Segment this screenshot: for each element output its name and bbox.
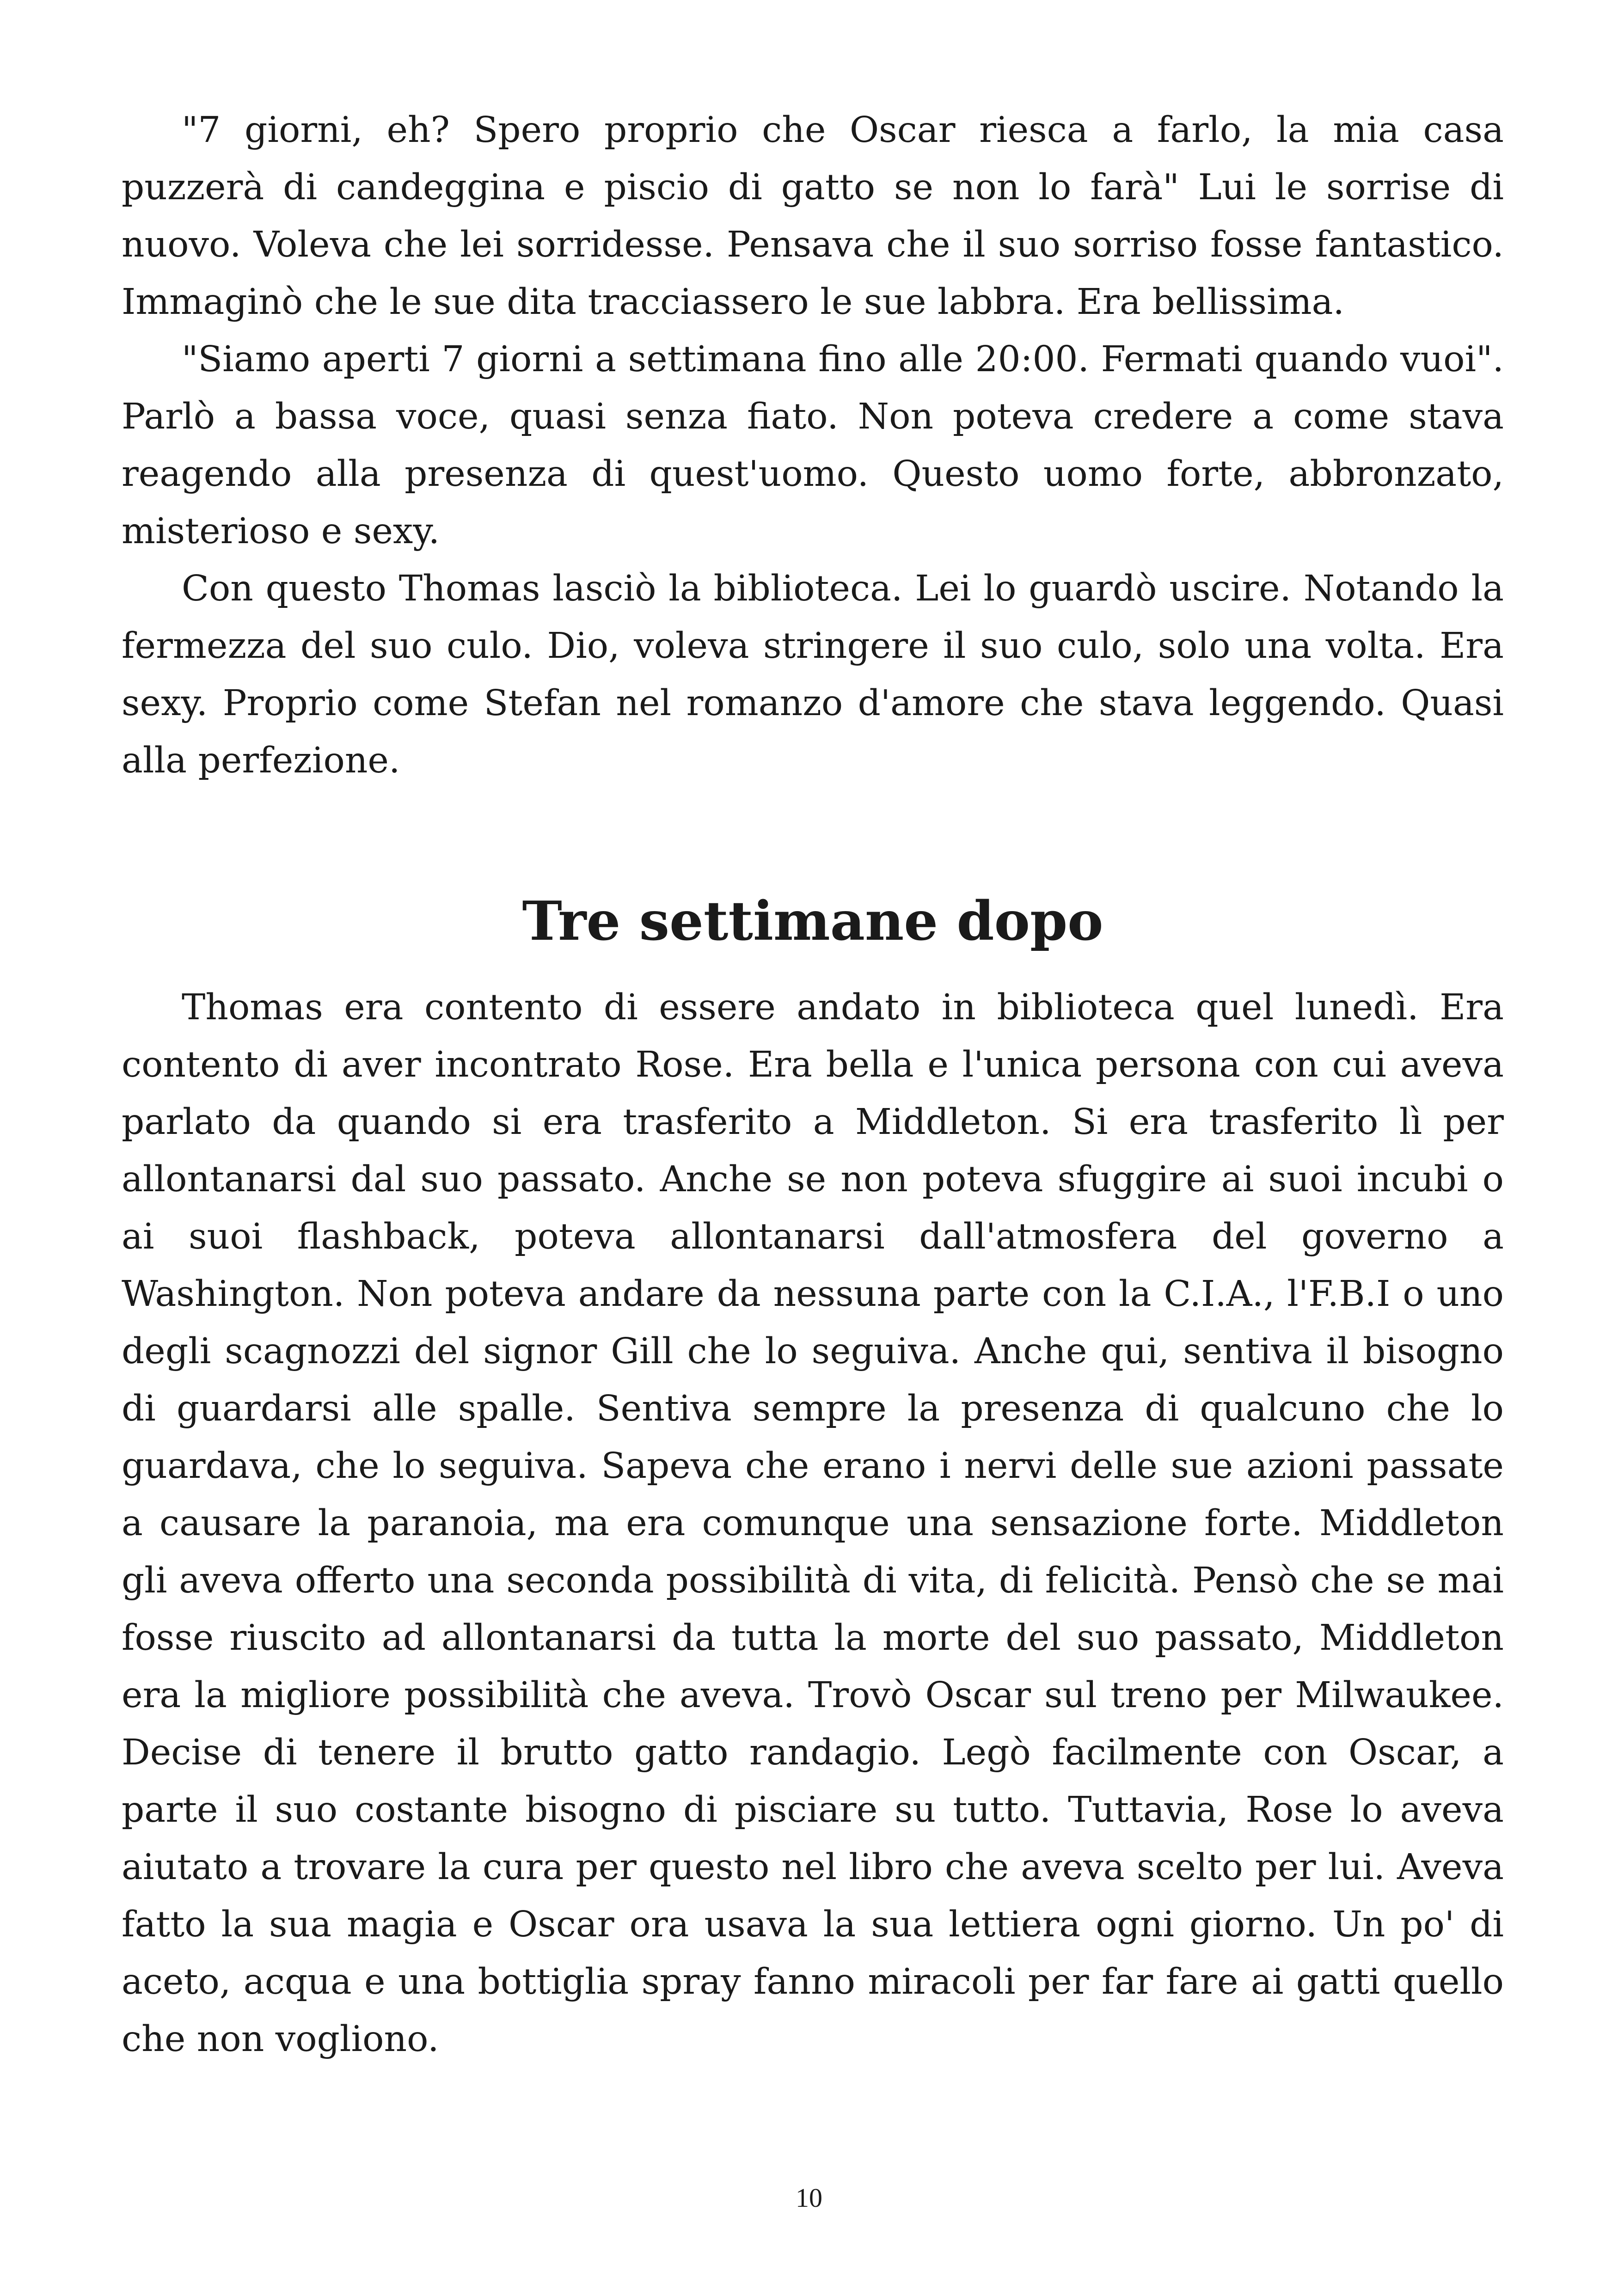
paragraph-2: "Siamo aperti 7 giorni a settimana fino alle 20:00. Fermati quando vuoi". Parlò a bassa voce, quasi senza fiato. Non poteva credere a come stava reagendo alla presenza di quest'uomo. Questo uomo forte, abbronzato, misterioso e sexy. xyxy=(122,339,1504,552)
paragraph-3: Con questo Thomas lasciò la biblioteca. Lei lo guardò uscire. Notando la fermezza del suo culo. Dio, voleva stringere il suo culo, solo una volta. Era sexy. Proprio come Stefan nel romanzo d'amore che stava leggendo. Quasi alla perfezione. xyxy=(122,568,1504,781)
paragraph-4: Thomas era contento di essere andato in biblioteca quel lunedì. Era contento di aver incontrato Rose. Era bella e l'unica persona con cui aveva parlato da quando si era trasferito a Middleton. Si era trasferito lì per allontanarsi dal suo passato. Anche se non poteva sfuggire ai suoi incubi o ai suoi flashback, poteva allontanarsi dall'atmosfera del governo a Washington. Non poteva andare da nessuna parte con la C.I.A., l'F.B.I o uno degli scagnozzi del signor Gill che lo seguiva. Anche qui, sentiva il bisogno di guardarsi alle spalle. Sentiva sempre la presenza di qualcuno che lo guardava, che lo seguiva. Sapeva che erano i nervi delle sue azioni passate a causare la paranoia, ma era comunque una sensazione forte. Middleton gli aveva offerto una seconda possibilità di vita, di felicità. Pensò che se mai fosse riuscito ad allontanarsi da tutta la morte del suo passato, Middleton era la migliore possibilità che aveva. Trovò Oscar sul treno per Milwaukee. Decise di tenere il brutto gatto randagio. Legò facilmente con Oscar, a parte il suo costante bisogno di pisciare su tutto. Tuttavia, Rose lo aveva aiutato a trovare la cura per questo nel libro che aveva scelto per lui. Aveva fatto la sua magia e Oscar ora usava la sua lettiera ogni giorno. Un po' di aceto, acqua e una bottiglia spray fanno miracoli per far fare ai gatti quello che non vogliono. xyxy=(122,987,1504,2060)
paragraph-1: "7 giorni, eh? Spero proprio che Oscar riesca a farlo, la mia casa puzzerà di candeggina e piscio di gatto se non lo farà" Lui le sorrise di nuovo. Voleva che lei sorridesse. Pensava che il suo sorriso fosse fantastico. Immaginò che le sue dita tracciassero le sue labbra. Era bellissima. xyxy=(122,110,1504,323)
page-number: 10 xyxy=(796,2183,822,2213)
page-body xyxy=(122,102,1504,2068)
chapter-title: Tre settimane dopo xyxy=(522,890,1103,953)
